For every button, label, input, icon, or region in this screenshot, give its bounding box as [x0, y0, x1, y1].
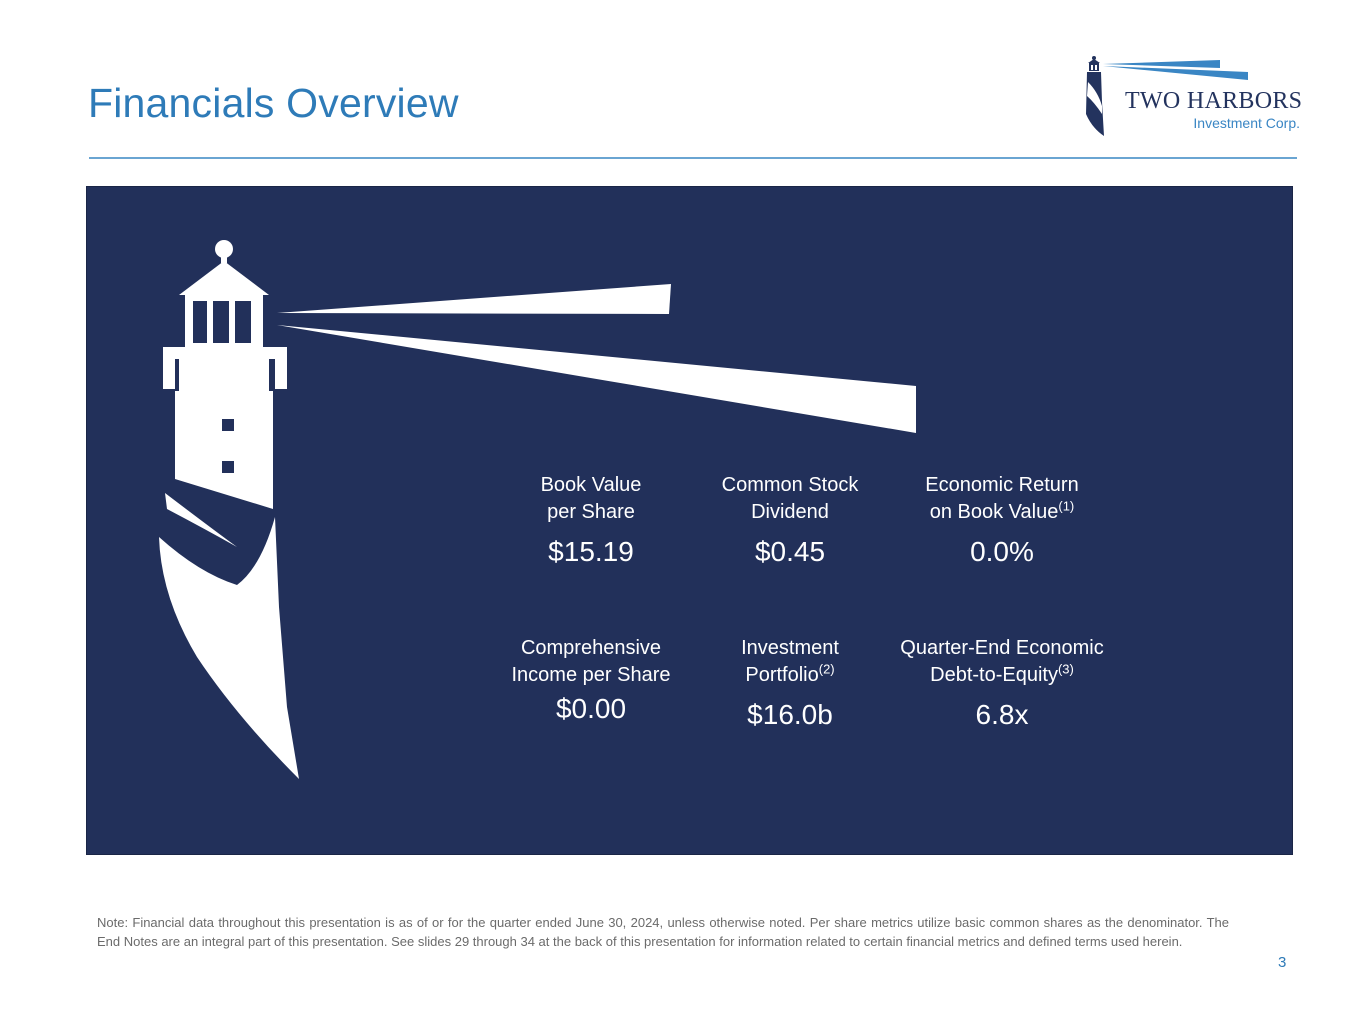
metric-label-line1: Book Value: [540, 474, 642, 496]
logo-company-subtitle: Investment Corp.: [1193, 115, 1300, 131]
metric-label-line2: Debt-to-Equity: [930, 664, 1058, 686]
metric-label-line1: Common Stock: [721, 474, 859, 496]
metric-investment-portfolio: [670, 635, 910, 731]
metric-label-line1: Economic Return: [925, 474, 1079, 496]
footnote-marker: (2): [818, 661, 835, 677]
metric-value: $15.19: [548, 536, 634, 567]
metric-value: $16.0b: [747, 699, 833, 730]
page-title: Financials Overview: [88, 80, 459, 126]
metric-label-line1: Investment: [741, 637, 839, 659]
metric-label-line2: Dividend: [751, 501, 829, 523]
metric-value: $0.45: [754, 536, 826, 567]
company-logo: [1078, 52, 1306, 142]
page-number: 3: [1278, 954, 1287, 971]
metric-label-line2: Income per Share: [511, 664, 671, 686]
metric-label-line2: Portfolio: [745, 664, 819, 686]
metrics-panel: [86, 186, 1293, 855]
metric-label-line1: Quarter-End Economic: [900, 637, 1104, 659]
footnote-marker: (1): [1058, 498, 1075, 514]
metric-label: [882, 472, 1122, 526]
metric-label-line1: Comprehensive: [520, 637, 662, 659]
metric-value: 0.0%: [970, 536, 1034, 567]
metric-value: $0.00: [555, 693, 627, 724]
header-divider: [89, 157, 1297, 159]
metric-label-line2: on Book Value: [929, 501, 1059, 523]
metric-value: 6.8x: [975, 699, 1029, 730]
footnote-text: Note: Financial data throughout this presentation is as of or for the quarter ended June 30, 2024, unless otherwise noted. Per share metrics utilize basic common shares as the denominator. The End Notes are an integral part of this presentation. See slides 29 through 34 at the back of this presentation for information related to certain financial metrics and defined terms used herein.: [97, 915, 1229, 949]
metric-label-line2: per Share: [547, 501, 635, 523]
metric-economic-return: [882, 472, 1122, 568]
metric-common-stock-dividend: [670, 472, 910, 568]
metric-debt-to-equity: [882, 635, 1122, 731]
metric-label: [670, 635, 910, 689]
metric-label: [670, 472, 910, 526]
footnote-marker: (3): [1057, 661, 1074, 677]
metric-label: [882, 635, 1122, 689]
logo-company-name: TWO HARBORS: [1125, 88, 1303, 114]
